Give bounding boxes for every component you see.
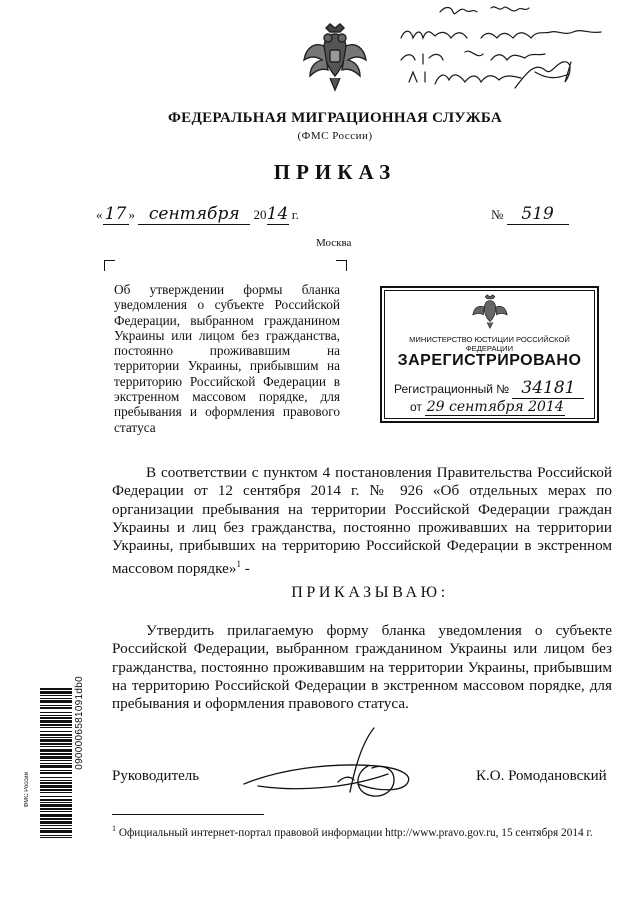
handwritten-certification-note bbox=[395, 2, 620, 97]
stamp-date-label: от bbox=[410, 400, 422, 414]
stamp-status: ЗАРЕГИСТРИРОВАНО bbox=[397, 352, 582, 369]
stamp-reg-number: 34181 bbox=[512, 378, 584, 399]
barcode-bar bbox=[40, 821, 72, 824]
city: Москва bbox=[316, 237, 352, 249]
barcode-bar bbox=[40, 814, 72, 817]
barcode-bar bbox=[40, 782, 72, 784]
barcode-bar bbox=[40, 818, 72, 820]
state-emblem-icon bbox=[300, 20, 370, 98]
stamp-reg-label: Регистрационный № bbox=[394, 382, 510, 396]
date-year-prefix: 20 bbox=[253, 207, 267, 222]
barcode-bar bbox=[40, 737, 72, 738]
agency-name: ФЕДЕРАЛЬНАЯ МИГРАЦИОННАЯ СЛУЖБА bbox=[168, 110, 502, 126]
footnote-text: Официальный интернет-портал правовой информации http://www.pravo.gov.ru, 15 сентября 2014 г. bbox=[118, 826, 593, 839]
barcode-bar bbox=[40, 777, 72, 778]
registration-stamp bbox=[380, 286, 599, 423]
barcode-bar bbox=[40, 760, 72, 761]
barcode-bar bbox=[40, 688, 72, 690]
barcode-bar bbox=[40, 825, 72, 826]
barcode-bar bbox=[40, 700, 72, 703]
barcode-bar bbox=[40, 715, 72, 716]
date-close-quote: » bbox=[128, 207, 135, 222]
basis-end: - bbox=[240, 560, 250, 578]
barcode-bar bbox=[40, 837, 72, 838]
stamp-registration-date bbox=[410, 399, 565, 416]
order-date bbox=[96, 204, 299, 225]
barcode-bar bbox=[40, 802, 72, 803]
barcode-bar bbox=[40, 698, 72, 699]
date-year-suffix: 14 bbox=[266, 204, 289, 224]
signatory-name: К.О. Ромодановский bbox=[476, 768, 607, 784]
barcode-bar bbox=[40, 765, 72, 768]
number-label: № bbox=[491, 207, 504, 222]
barcode-bar bbox=[40, 830, 72, 833]
barcode-bar bbox=[40, 799, 72, 801]
document-type: ПРИКАЗ bbox=[273, 160, 397, 184]
barcode-bar bbox=[40, 835, 72, 836]
barcode bbox=[40, 688, 72, 838]
footnote-ref: 1 bbox=[236, 559, 241, 570]
date-month: сентября bbox=[138, 204, 250, 225]
number-value: 519 bbox=[507, 204, 569, 225]
barcode-bar bbox=[40, 789, 72, 791]
barcode-bar bbox=[40, 749, 72, 752]
signatory-position: Руководитель bbox=[112, 768, 200, 784]
barcode-bar bbox=[40, 727, 72, 728]
barcode-bar bbox=[40, 724, 72, 726]
stamp-registration-number bbox=[394, 378, 584, 399]
decision-paragraph: Утвердить прилагаемую форму бланка уведомления о субъекте Российской Федерации, выбранном гражданином Украины или лицом без гражданства, постоянно проживавшим на территории Украины, прибывшим на территорию Российской Федерации в экстренном массовом порядке, для пребывания и оформления правового статуса. bbox=[112, 622, 612, 713]
order-number bbox=[491, 204, 569, 225]
subject-bracket-right bbox=[336, 260, 347, 271]
barcode-bar bbox=[40, 753, 72, 755]
basis-text: В соответствии с пунктом 4 постановления Правительства Российской Федерации от 12 сентября 2014 г. № 926 «Об отдельных мерах по организации пребывания на территории Российской Федерации граждан Украины и лиц без гражданства, постоянно проживавших на территории Украины, прибывших на территорию Российской Федерации в экстренном массовом порядке» bbox=[112, 464, 612, 578]
side-document-code: 0900006581091db0 bbox=[74, 676, 85, 770]
barcode-bar bbox=[40, 731, 72, 732]
date-day: 17 bbox=[103, 204, 129, 225]
barcode-bar bbox=[40, 770, 72, 771]
date-open-quote: « bbox=[96, 207, 103, 222]
stamp-reg-date: 29 сентября 2014 bbox=[426, 399, 564, 415]
footnote-divider bbox=[112, 814, 264, 815]
barcode-bar bbox=[40, 691, 72, 694]
barcode-bar bbox=[40, 705, 72, 706]
barcode-bar bbox=[40, 743, 72, 745]
barcode-bar bbox=[40, 756, 72, 759]
barcode-bar bbox=[40, 808, 72, 810]
barcode-bar bbox=[40, 811, 72, 812]
barcode-bar bbox=[40, 796, 72, 797]
order-subject: Об утверждении формы бланка уведомления о субъекте Российской Федерации, выбранном гражданином Украины или лицом без гражданства, постоянно проживавшим на территории Украины, прибывшим на территорию Российской Федерации в экстренном массовом порядке, для пребывания и оформления правового статуса bbox=[114, 282, 340, 435]
barcode-bar bbox=[40, 712, 72, 713]
barcode-bar bbox=[40, 780, 72, 781]
stamp-ministry: МИНИСТЕРСТВО ЮСТИЦИИ РОССИЙСКОЙ ФЕДЕРАЦИИ bbox=[409, 335, 570, 353]
barcode-bar bbox=[40, 707, 72, 709]
barcode-bar bbox=[40, 772, 72, 774]
ministry-emblem-icon bbox=[471, 293, 509, 331]
footnote-marker: 1 bbox=[112, 824, 116, 833]
basis-paragraph bbox=[112, 464, 612, 579]
handwritten-signature bbox=[238, 722, 418, 807]
barcode-bar bbox=[40, 734, 72, 736]
barcode-bar bbox=[40, 792, 72, 793]
barcode-bar bbox=[40, 828, 72, 829]
date-year-unit: г. bbox=[291, 207, 299, 222]
barcode-bar bbox=[40, 763, 72, 764]
order-word: ПРИКАЗЫВАЮ: bbox=[291, 584, 449, 601]
footnote bbox=[112, 822, 612, 840]
agency-short-name: (ФМС России) bbox=[297, 130, 373, 142]
barcode-bar bbox=[40, 746, 72, 747]
side-agency-label: ФМС России bbox=[24, 772, 30, 808]
barcode-bar bbox=[40, 739, 72, 742]
barcode-bar bbox=[40, 785, 72, 788]
subject-bracket-left bbox=[104, 260, 115, 271]
barcode-bar bbox=[40, 695, 72, 696]
barcode-bar bbox=[40, 804, 72, 807]
barcode-bar bbox=[40, 720, 72, 723]
barcode-bar bbox=[40, 717, 72, 719]
